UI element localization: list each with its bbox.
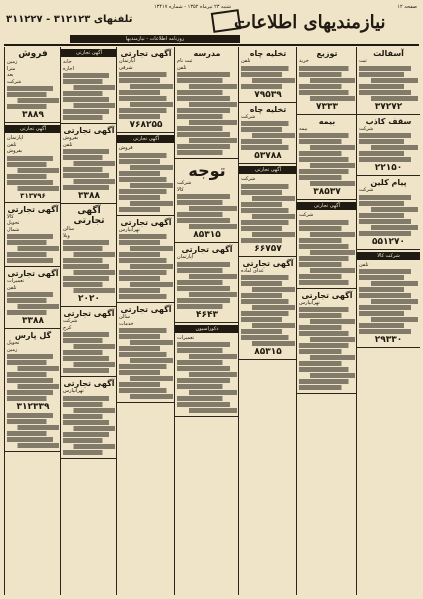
- ad-phone: ۳۳۸۸: [78, 191, 100, 201]
- ad-body-line: شرکت: [63, 318, 78, 324]
- column-4: [174, 47, 239, 595]
- ad-text-lines: [299, 220, 355, 285]
- ad-heading: آگهی تجارتی: [120, 49, 172, 58]
- ad-body-line: شرکت: [359, 125, 374, 132]
- classified-ad: [5, 329, 61, 452]
- classified-ad: [61, 204, 117, 307]
- classified-ad: [297, 115, 357, 201]
- ad-text-lines: [241, 275, 295, 346]
- sub-banner: روزنامه اطلاعات - نیازمندیها: [70, 35, 240, 43]
- ad-phone: ۸۵۳۱۵: [193, 230, 221, 240]
- classified-ad: [297, 289, 357, 395]
- ad-body-line: شرکت: [177, 180, 192, 186]
- ad-body-line: بفروش: [63, 135, 79, 141]
- ad-text-lines: [63, 73, 115, 120]
- ad-body-line: ثبت: [359, 58, 367, 64]
- ad-body-line: اجاره: [63, 65, 75, 72]
- ad-heading: آگهی تجارتی: [5, 125, 61, 133]
- classified-ad: [239, 164, 297, 257]
- ad-body-line: تلفن: [241, 58, 251, 64]
- ad-phone: ۲۹۳۳۰: [374, 335, 403, 345]
- ad-phone: ۳۸۸۹: [22, 110, 44, 120]
- ad-phone: ۳۷۲۷۲: [374, 101, 403, 112]
- ad-heading: آگهی تجارتی: [61, 49, 117, 57]
- ad-body-line: تهرانپارس: [63, 388, 84, 394]
- column-7: [356, 47, 420, 595]
- ad-body-line: تلفن: [7, 141, 17, 148]
- classified-ad: [117, 216, 175, 304]
- ad-body-line: کرج: [63, 324, 72, 331]
- ad-heading: توجه: [188, 161, 226, 180]
- ad-body-line: کالا: [177, 186, 184, 193]
- ad-heading: آگهی تجارتی: [120, 217, 172, 227]
- ad-heading: آسفالت: [373, 49, 404, 58]
- ad-phone: ۷۹۵۳۹: [254, 89, 282, 100]
- ad-body-line: تلفن: [7, 284, 17, 291]
- ad-text-lines: [359, 269, 418, 334]
- ad-body-line: شرکت: [7, 78, 22, 85]
- classified-ad: [357, 115, 420, 177]
- ad-phone: ۳۳۸۸: [22, 316, 44, 326]
- ad-heading: آگهی تجارتی: [7, 204, 59, 214]
- classified-ad: [297, 200, 357, 289]
- classified-ad: [239, 257, 297, 361]
- classified-ad: [239, 103, 297, 165]
- classified-ad: [5, 123, 61, 203]
- classified-ad: [357, 176, 420, 250]
- ad-body-line: فروش: [119, 145, 133, 151]
- ad-phone: ۵۵۱۲۷۰: [372, 236, 405, 247]
- classified-ad: [117, 47, 175, 133]
- ad-body-line: تحویل: [7, 340, 20, 346]
- ad-body-line: آپارتمان: [119, 58, 136, 64]
- ad-body-line: تلفن: [177, 64, 187, 71]
- column-2: [60, 47, 117, 595]
- ad-body-line: غذای آماده: [241, 267, 264, 274]
- ad-body-line: زمین: [7, 346, 18, 353]
- ad-text-lines: [177, 342, 237, 413]
- ad-heading: آگهی تجارتی: [242, 258, 294, 268]
- ad-body-line: شرقی: [119, 64, 133, 71]
- classified-ad: [5, 267, 61, 329]
- ad-text-lines: [177, 194, 237, 229]
- ad-body-line: خرید: [299, 58, 309, 64]
- ad-body-line: آپارتمان: [177, 254, 194, 260]
- page-title: نیازمندیهای اطلاعات: [234, 12, 386, 33]
- classified-ad: [175, 243, 239, 323]
- ad-phone: ۴۶۴۳: [196, 309, 218, 320]
- ad-heading: آگهی تجارتی: [239, 166, 297, 174]
- classified-ad: [297, 47, 357, 115]
- classified-ad: [357, 250, 420, 349]
- ad-text-lines: [359, 66, 418, 101]
- ad-body-line: شرکت: [299, 212, 314, 218]
- classified-ad: [5, 203, 61, 268]
- classified-ad: [61, 124, 117, 204]
- ad-body-line: شرکت: [241, 176, 256, 182]
- ad-body-line: شمال: [7, 226, 20, 233]
- ad-text-lines: [241, 184, 295, 243]
- ad-heading: دکوراسیون: [175, 325, 239, 333]
- ad-heading: آگهی تجارتی: [301, 290, 353, 300]
- ad-phone: ۲۰۲۰: [78, 294, 100, 304]
- ad-heading: آگهی تجارتی: [120, 305, 172, 314]
- ad-phone: ۷۶۸۲۵۵: [129, 120, 163, 130]
- ad-text-lines: [63, 332, 115, 373]
- ad-body-line: تعمیرات: [177, 334, 195, 341]
- ad-phone: ۳۸۵۳۷: [313, 187, 341, 197]
- ad-text-lines: [119, 72, 173, 119]
- ad-heading: آگهی تجارتی: [117, 135, 175, 143]
- ad-body-line: بیمه: [299, 125, 308, 132]
- ad-body-line: زمین: [7, 59, 18, 65]
- classified-ad: [175, 47, 239, 159]
- ad-text-lines: [63, 149, 115, 190]
- classified-ad: [175, 159, 239, 243]
- ad-heading: آگهی تجارتی: [63, 126, 115, 135]
- ad-body-line: تلفن: [359, 261, 369, 268]
- ad-body-line: مترا: [7, 65, 16, 72]
- ad-text-lines: [241, 66, 295, 89]
- ad-heading: شرکت کالا: [357, 252, 420, 260]
- ad-body-line: تعمیرات: [7, 278, 25, 284]
- ad-text-lines: [119, 153, 173, 212]
- ad-text-lines: [177, 72, 237, 155]
- column-1: [4, 47, 61, 595]
- classified-ad: [61, 307, 117, 377]
- classified-ad: [61, 47, 117, 124]
- ad-body-line: سالن: [63, 226, 75, 232]
- ad-body-line: تهرانپارس: [119, 226, 140, 233]
- ad-text-lines: [119, 234, 173, 299]
- ad-heading: سقف کاذب: [365, 116, 412, 126]
- column-6: [296, 47, 357, 595]
- column-5: [238, 47, 297, 595]
- masthead: [4, 4, 419, 46]
- ad-body-line: بعد: [7, 72, 14, 78]
- ad-text-lines: [119, 328, 173, 399]
- ad-text-lines: [7, 156, 59, 191]
- ad-body-line: کالا: [7, 213, 14, 220]
- ad-phone: ۶۶۷۵۷: [254, 243, 282, 254]
- ad-phone: ۷۳۳۳: [316, 101, 338, 112]
- ad-phone: ۵۳۷۸۸: [254, 151, 282, 161]
- classified-ad: [117, 133, 175, 216]
- ad-text-lines: [7, 354, 59, 401]
- ad-text-lines: [7, 86, 59, 109]
- ad-text-lines: [299, 66, 355, 101]
- ad-heading: تخلیه چاه: [249, 49, 287, 58]
- ad-heading: توزیع: [316, 49, 338, 58]
- ad-body-line: ثبت نام: [177, 58, 193, 64]
- ad-heading: بیمه: [318, 116, 336, 126]
- ad-heading: آگهی تجارتی: [7, 269, 59, 278]
- column-3: [116, 47, 175, 595]
- ad-phone: ۳۱۲۳۳۹: [16, 402, 50, 412]
- ad-heading: مدرسه: [193, 49, 221, 58]
- ad-body-line: شرکت: [359, 187, 374, 193]
- ad-phone: ۲۲۱۵۰: [374, 163, 403, 173]
- ad-text-lines: [7, 234, 59, 263]
- ad-body-line: ویلا: [63, 232, 70, 239]
- ad-text-lines: [241, 121, 295, 150]
- ad-heading: تخلیه چاه: [249, 104, 287, 114]
- ad-body-line: بفروش: [7, 148, 23, 154]
- ad-text-lines: [177, 262, 237, 309]
- ad-body-line: خدمات: [119, 320, 134, 327]
- ad-heading: فروش: [18, 49, 48, 59]
- ad-body-line: سالن: [119, 314, 131, 320]
- ad-text-lines: [359, 195, 418, 236]
- ad-heading: پیام کلین: [370, 178, 407, 187]
- date-line: شنبه ۲۳ تیرماه ۱۳۵۲ - شماره ۱۳۴۱۷: [154, 4, 231, 10]
- ad-heading: آگهی تجارتی: [63, 309, 115, 318]
- ad-body-line: تلفن: [63, 141, 73, 148]
- ad-text-lines: [299, 133, 355, 186]
- ad-body-line: خانه: [63, 59, 72, 65]
- ad-body-line: تهرانپارس: [299, 299, 320, 306]
- ad-body-line: آپارتمان: [7, 135, 24, 141]
- classified-ad: [357, 47, 420, 115]
- ad-body-line: شرکت: [241, 113, 256, 120]
- ad-text-lines: [7, 292, 59, 315]
- ad-text-lines: [63, 396, 115, 455]
- ad-text-lines: [299, 307, 355, 390]
- ad-text-lines: [359, 133, 418, 162]
- ad-body-line: تحویل: [7, 220, 20, 226]
- ad-text-lines: [7, 413, 59, 448]
- ad-heading: گل پارس: [14, 331, 52, 340]
- ad-heading: آگهی تجارتی: [297, 202, 357, 210]
- ad-heading: آگهی تجارتی: [181, 245, 233, 254]
- ad-heading: آگهی تجارتی: [63, 379, 115, 388]
- classified-ad: [61, 377, 117, 459]
- classified-ad: [117, 303, 175, 403]
- ad-text-lines: [63, 240, 115, 293]
- ad-phone: ۳۱۳۷۹۶: [20, 191, 46, 200]
- classified-ad: [239, 47, 297, 103]
- ad-phone: ۸۵۳۱۵: [254, 347, 282, 357]
- classified-ad: [175, 323, 239, 418]
- ad-heading: آگهی تجارتی: [73, 206, 105, 226]
- classified-ad: [5, 47, 61, 123]
- page-number: صفحه ۱۲: [397, 4, 417, 10]
- phone-numbers: تلفنهای ۳۱۲۱۲۳ - ۳۱۱۲۲۷: [6, 14, 133, 25]
